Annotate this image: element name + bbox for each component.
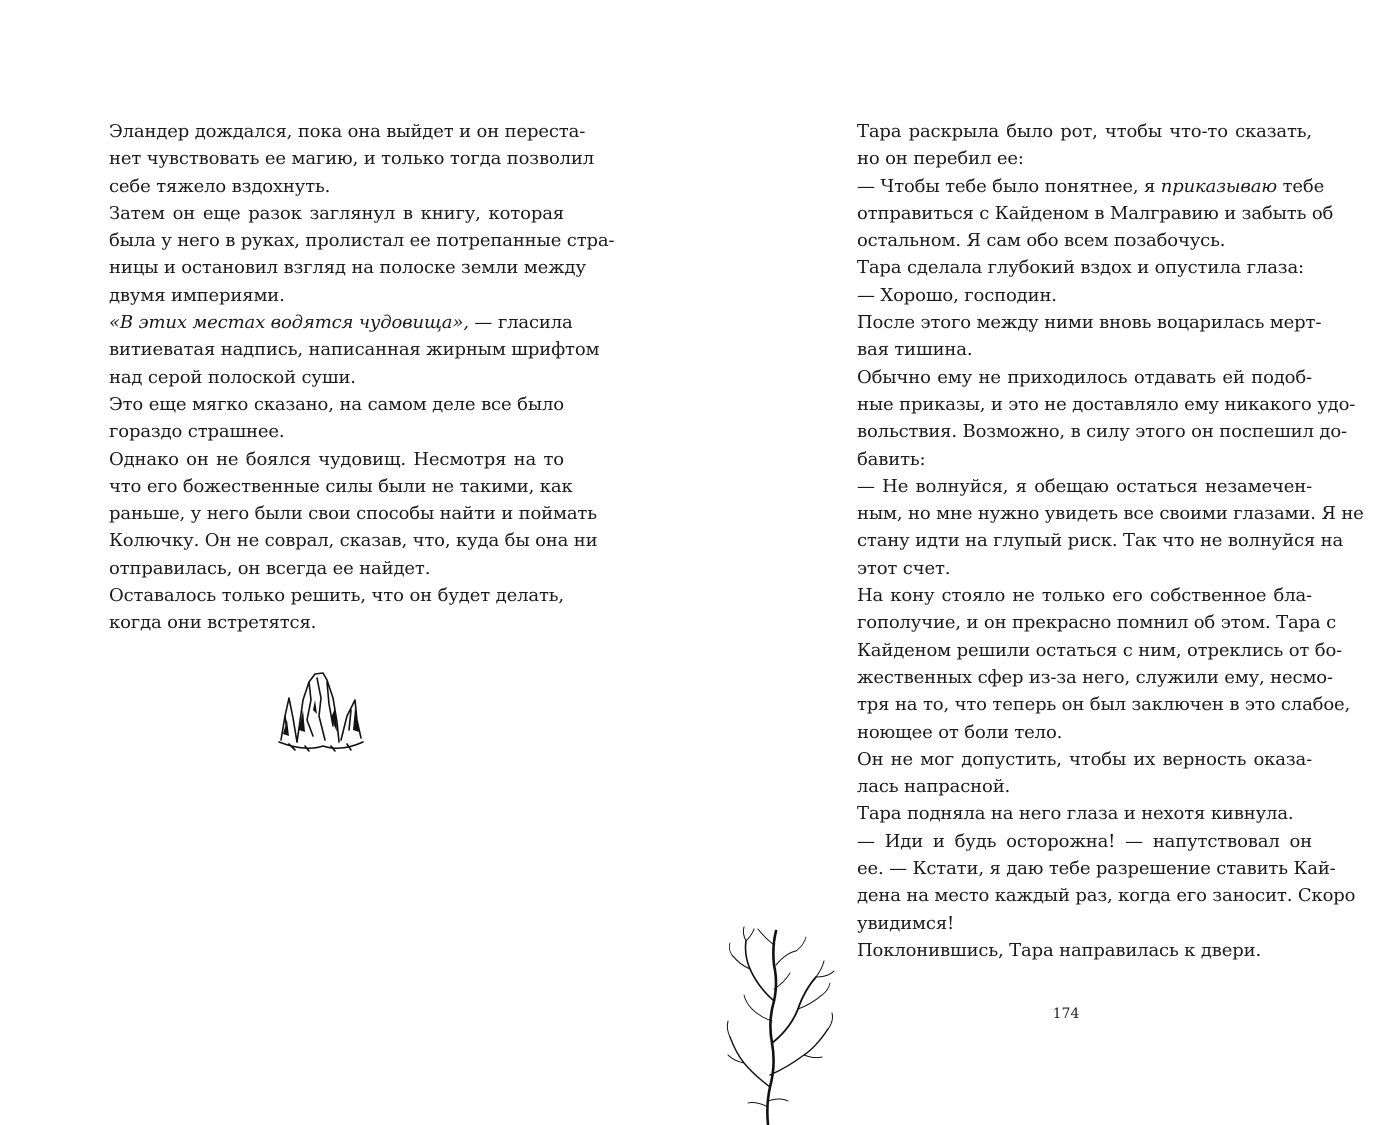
- paragraph: [830, 800, 1312, 827]
- text-line: Колючку. Он не соврал, сказав, что, куда бы она ни: [109, 530, 598, 552]
- paragraph: [830, 746, 1312, 801]
- text-line: ные приказы, и это не доставляло ему никакого удо-: [857, 393, 1356, 415]
- text-line: — Не волнуйся, я обещаю остаться незамечен-: [857, 475, 1312, 497]
- text-line: Тара подняла на него глаза и нехотя кивнула.: [857, 803, 1294, 825]
- text-line: раньше, у него были свои способы найти и поймать: [109, 503, 597, 525]
- text-line: ным, но мне нужно увидеть все своими глазами. Я не: [857, 503, 1364, 525]
- text-line: этот счет.: [857, 557, 951, 579]
- text-line: Затем он еще разок заглянул в книгу, которая: [109, 202, 564, 224]
- text-line: тря на то, что теперь он был заключен в это слабое,: [857, 694, 1351, 716]
- text-line: лась напрасной.: [857, 776, 1011, 798]
- paragraph: [830, 582, 1351, 746]
- text-line-tail: — гласила: [474, 312, 573, 334]
- text-span: тебе: [1277, 175, 1325, 197]
- text-line: Кайденом решили остаться с ним, отреклись от бо-: [857, 639, 1343, 661]
- text-line: остальном. Я сам обо всем позабочусь.: [857, 230, 1226, 252]
- paragraph: [830, 828, 1356, 937]
- text-line: была у него в руках, пролистал ее потрепанные стра-: [109, 230, 615, 252]
- left-text-column: [82, 118, 615, 637]
- text-line: — Хорошо, господин.: [857, 284, 1057, 306]
- italic-emphasis: приказываю: [1160, 175, 1277, 197]
- text-line: Тара сделала глубокий вздох и опустила глаза:: [857, 257, 1304, 279]
- text-line: но он перебил ее:: [857, 148, 1024, 170]
- text-line: что его божественные силы были не такими, как: [109, 475, 573, 497]
- text-line: Тара раскрыла было рот, чтобы что-то сказать,: [857, 121, 1312, 142]
- paragraph: [830, 309, 1322, 364]
- text-line: [830, 173, 1325, 200]
- text-line: гораздо страшнее.: [109, 421, 285, 443]
- text-line: дена на место каждый раз, когда его заносит. Скоро: [857, 885, 1356, 907]
- paragraph: [82, 582, 564, 637]
- right-text-column: [830, 118, 1364, 964]
- text-line: Однако он не боялся чудовищ. Несмотря на то: [109, 448, 564, 470]
- paragraph: [830, 118, 1312, 173]
- text-line: ноющее от боли тело.: [857, 721, 1063, 743]
- text-line: стану идти на глупый риск. Так что не волнуйся на: [857, 530, 1344, 552]
- text-line: Оставалось только решить, что он будет делать,: [109, 585, 564, 607]
- paragraph: [82, 309, 600, 391]
- text-line: Эландер дождался, пока она выйдет и он переста-: [109, 121, 586, 142]
- paragraph: [82, 446, 598, 582]
- text-line: На кону стояло не только его собственное бла-: [857, 585, 1312, 607]
- text-line: [82, 309, 573, 336]
- text-line: — Иди и будь осторожна! — напутствовал он: [857, 830, 1312, 852]
- text-line: двумя империями.: [109, 284, 285, 306]
- paragraph: [830, 282, 1312, 309]
- text-line: вольствия. Возможно, в силу этого он поспешил до-: [857, 421, 1347, 443]
- paragraph: [830, 937, 1312, 964]
- text-line: Поклонившись, Тара направилась к двери.: [857, 939, 1262, 961]
- text-line: гополучие, и он прекрасно помнил об этом. Тара с: [857, 612, 1337, 634]
- page-number: 174: [1052, 1006, 1080, 1022]
- paragraph: [830, 254, 1312, 281]
- text-line: витиеватая надпись, написанная жирным шрифтом: [109, 339, 600, 361]
- text-line: отправиться с Кайденом в Малгравию и забыть об: [857, 202, 1334, 224]
- text-line: себе тяжело вздохнуть.: [109, 175, 331, 197]
- paragraph: [830, 173, 1334, 255]
- text-line: Он не мог допустить, чтобы их верность оказа-: [857, 748, 1312, 770]
- paragraph: [830, 473, 1364, 582]
- left-page: [0, 0, 696, 1125]
- text-line: Это еще мягко сказано, на самом деле все было: [109, 393, 564, 415]
- text-line: вая тишина.: [857, 339, 973, 361]
- text-line: ницы и остановил взгляд на полоске земли между: [109, 257, 586, 279]
- text-line: когда они встретятся.: [109, 612, 317, 634]
- text-line: отправилась, он всегда ее найдет.: [109, 557, 431, 579]
- text-line: ее. — Кстати, я даю тебе разрешение ставить Кай-: [857, 858, 1336, 880]
- text-line: Обычно ему не приходилось отдавать ей подоб-: [857, 366, 1312, 388]
- text-line: увидимся!: [857, 912, 955, 934]
- paragraph: [82, 200, 615, 309]
- paragraph: [830, 364, 1356, 473]
- text-line: бавить:: [857, 448, 926, 470]
- text-line: жественных сфер из-за него, служили ему, несмо-: [857, 666, 1333, 688]
- bare-tree-icon: [724, 925, 836, 1125]
- text-line: нет чувствовать ее магию, и только тогда позволил: [109, 148, 595, 170]
- paragraph: [82, 118, 595, 200]
- text-line: После этого между ними вновь воцарилась мерт-: [857, 312, 1322, 334]
- right-page: [696, 0, 1393, 1125]
- mountain-peak-icon: [275, 670, 367, 754]
- italic-quote: «В этих местах водятся чудовища»,: [109, 312, 469, 334]
- text-line: над серой полоской суши.: [109, 366, 356, 388]
- text-span: — Чтобы тебе было понятнее, я: [857, 175, 1161, 197]
- paragraph: [82, 391, 564, 446]
